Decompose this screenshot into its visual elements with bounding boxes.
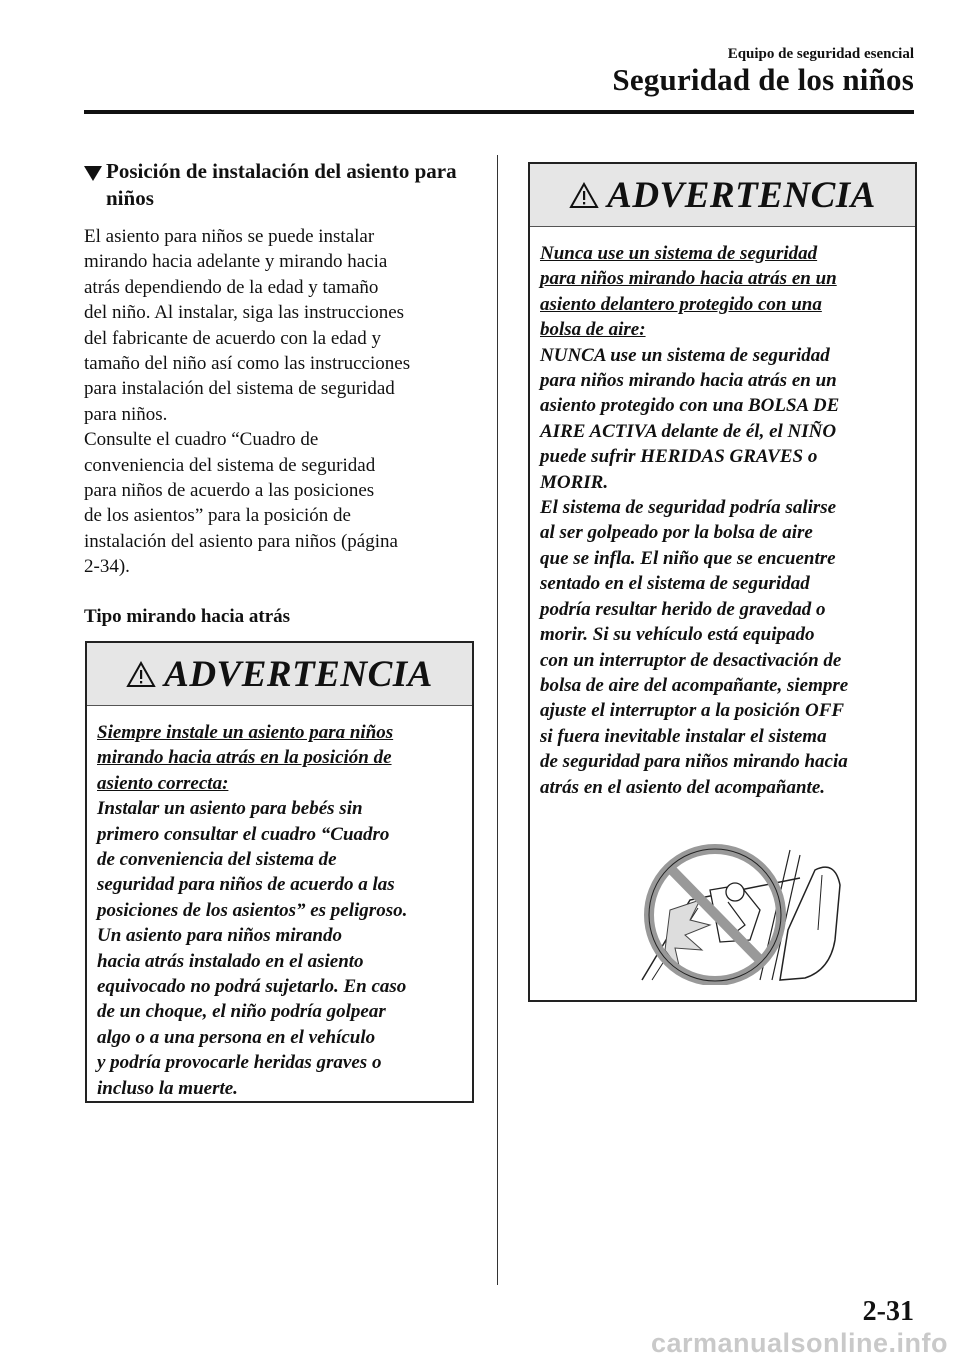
warning-line: morir. Si su vehículo está equipado — [540, 624, 815, 646]
body-line: Consulte el cuadro “Cuadro de — [84, 429, 319, 451]
warning-header — [87, 643, 472, 706]
warning-line: atrás en el asiento del acompañante. — [540, 776, 825, 798]
warning-line: Un asiento para niños mirando — [97, 925, 342, 947]
body-line: de los asientos” para la posición de — [84, 505, 351, 527]
triangle-bullet-icon — [84, 166, 102, 181]
warning-line: que se infla. El niño que se encuentre — [540, 547, 836, 569]
body-line: tamaño del niño así como las instrucciones — [84, 353, 411, 375]
warning-box — [85, 641, 474, 1103]
warning-line: algo o a una persona en el vehículo — [97, 1026, 376, 1048]
warning-underlined-line: Nunca use un sistema de seguridad — [540, 243, 818, 264]
warning-line: asiento protegido con una BOLSA DE — [540, 395, 840, 417]
body-line: para niños de acuerdo a las posiciones — [84, 480, 375, 502]
left-column — [84, 158, 476, 629]
section-heading-text: Posición de instalación del asiento para niños — [106, 159, 457, 210]
body-line: del niño. Al instalar, siga las instrucciones — [84, 302, 405, 324]
body-line: 2-34). — [84, 556, 130, 578]
body-line: mirando hacia adelante y mirando hacia — [84, 251, 388, 273]
warning-line: El sistema de seguridad podría salirse — [540, 497, 837, 519]
warning-header — [530, 164, 915, 227]
warning-line: Instalar un asiento para bebés sin — [97, 798, 363, 820]
body-line: del fabricante de acuerdo con la edad y — [84, 327, 381, 349]
warning-line: para niños mirando hacia atrás en un — [540, 370, 837, 392]
warning-line: AIRE ACTIVA delante de él, el NIÑO — [540, 420, 837, 442]
warning-line: bolsa de aire del acompañante, siempre — [540, 674, 849, 696]
warning-triangle-icon — [126, 661, 156, 688]
warning-triangle-icon — [569, 182, 599, 209]
warning-underlined-line: asiento delantero protegido con una — [540, 293, 822, 315]
body-line: para niños. — [84, 403, 168, 425]
no-rear-facing-seat-airbag-icon — [640, 830, 870, 985]
warning-line: si fuera inevitable instalar el sistema — [540, 725, 827, 747]
section-heading — [84, 158, 476, 212]
warning-line: de conveniencia del sistema de — [97, 849, 337, 871]
watermark: carmanualsonline.info — [650, 1328, 948, 1358]
warning-underlined-line: Siempre instale un asiento para niños — [97, 722, 394, 743]
warning-underlined-line: mirando hacia atrás en la posición de — [97, 747, 392, 769]
warning-underlined-line: bolsa de aire: — [540, 319, 646, 341]
column-divider — [497, 155, 498, 1285]
body-line: atrás dependiendo de la edad y tamaño — [84, 276, 379, 298]
warning-line: de seguridad para niños mirando hacia — [540, 751, 848, 773]
warning-line: hacia atrás instalado en el asiento — [97, 950, 364, 972]
body-line: El asiento para niños se puede instalar — [84, 226, 375, 247]
body-line: conveniencia del sistema de seguridad — [84, 454, 376, 476]
header-rule — [84, 110, 914, 114]
warning-line: de un choque, el niño podría golpear — [97, 1001, 386, 1023]
warning-line: seguridad para niños de acuerdo a las — [97, 874, 395, 896]
warning-underlined-line: para niños mirando hacia atrás en un — [540, 268, 837, 290]
warning-line: ajuste el interruptor a la posición OFF — [540, 700, 845, 722]
warning-title: ADVERTENCIA — [607, 174, 876, 216]
warning-line: MORIR. — [540, 471, 609, 493]
body-line: para instalación del sistema de seguridad — [84, 378, 395, 400]
body-line: instalación del asiento para niños (página — [84, 530, 398, 552]
warning-line: sentado en el sistema de seguridad — [540, 573, 810, 595]
warning-line: puede sufrir HERIDAS GRAVES o — [540, 446, 818, 468]
warning-underlined-line: asiento correcta: — [97, 772, 229, 794]
warning-line: podría resultar herido de gravedad o — [540, 598, 826, 620]
warning-line: posiciones de los asientos” es peligroso. — [97, 899, 408, 921]
warning-line: y podría provocarle heridas graves o — [97, 1052, 382, 1074]
warning-body — [87, 706, 472, 1111]
section-title: Seguridad de los niños — [612, 62, 914, 97]
body-paragraph — [84, 224, 476, 580]
warning-line: primero consultar el cuadro “Cuadro — [97, 823, 390, 845]
warning-line: al ser golpeado por la bolsa de aire — [540, 522, 813, 544]
warning-line: equivocado no podrá sujetarlo. En caso — [97, 976, 407, 998]
warning-title: ADVERTENCIA — [164, 653, 433, 695]
warning-line: con un interruptor de desactivación de — [540, 649, 842, 671]
warning-body — [530, 227, 915, 810]
warning-line: NUNCA use un sistema de seguridad — [540, 344, 830, 366]
warning-line: incluso la muerte. — [97, 1077, 238, 1099]
chapter-label: Equipo de seguridad esencial — [727, 46, 914, 62]
page-number: 2-31 — [862, 1296, 914, 1327]
subheading: Tipo mirando hacia atrás — [84, 605, 291, 627]
